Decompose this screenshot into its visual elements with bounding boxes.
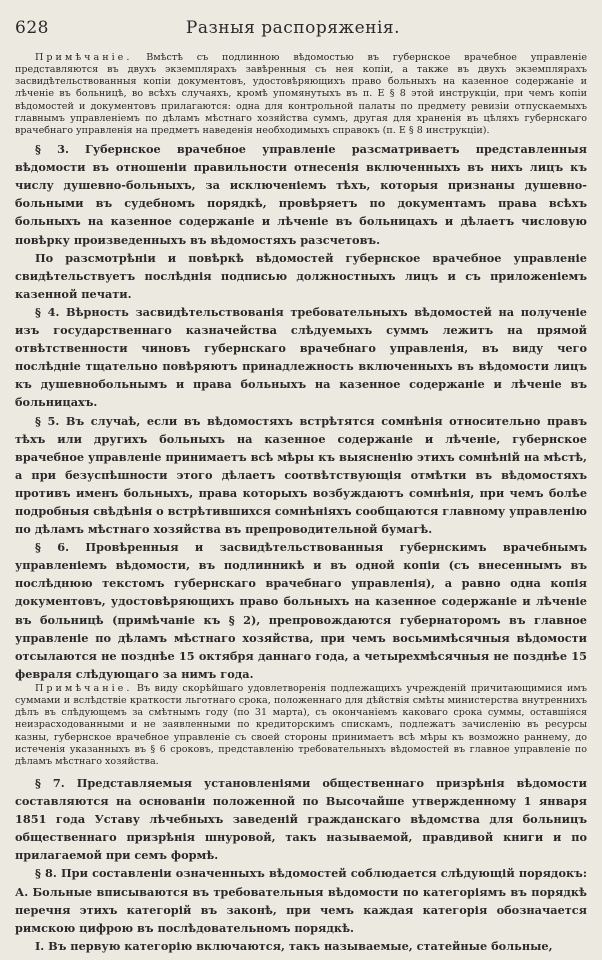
section-3-paragraph: § 3. Губернское врачебное управленіе разсматриваетъ представленныя вѣдомости въ отношеніи правильности отнесенія включенныхъ въ нихъ лицъ къ числу душевно-больныхъ, за исключеніемъ тѣхъ, которыя признаны душевно-больными въ судебномъ порядкѣ, провѣряетъ по документамъ права всѣхъ больныхъ на казенное содержаніе и лѣченіе въ больницахъ и дѣлаетъ числовую повѣрку произведенныхъ въ вѣдомостяхъ разсчетовъ.	[15, 142, 587, 247]
note-label: Примѣчаніе.	[35, 682, 133, 694]
note-text: Въ виду скорѣйшаго удовлетворенія подлежащихъ учрежденій причитающимися имъ суммами и вслѣдствіе краткости льготнаго срока, положеннаго для дѣйствія смѣты министерства внутреннихъ дѣлъ въ слѣдующемъ за смѣтнымъ году (по 31 марта), съ окончаніемъ каковаго срока суммы, оставшіяся неизрасходованными и не заявленными по кредиторскимъ спискамъ, подлежатъ зачисленію въ ресурсы казны, губернское врачебное управленіе съ своей стороны принимаетъ всѣ мѣры къ возможно раннему, до истеченія указанныхъ въ § 6 сроковъ, представленію требовательныхъ вѣдомостей въ главное управленіе по дѣламъ мѣстнаго хозяйства.	[15, 682, 587, 767]
note-label: Примѣчаніе.	[35, 52, 133, 63]
review-paragraph: По разсмотрѣніи и повѣркѣ вѣдомостей губернское врачебное управленіе свидѣтельствуетъ послѣднія подписью должностныхъ лицъ и съ приложеніемъ казенной печати.	[15, 250, 587, 301]
section-6-paragraph: § 6. Провѣренныя и засвидѣтельствованныя губернскимъ врачебнымъ управленіемъ вѣдомости, въ подлинникѣ и въ одной копіи (съ внесеннымъ въ послѣднюю текстомъ губернскаго врачебнаго управленія), а равно одна копія документовъ, удостовѣряющихъ право больныхъ на казенное содержаніе и лѣченіе въ больницѣ (примѣчаніе къ § 2), препровождаются губернаторомъ въ главное управленіе по дѣламъ мѣстнаго хозяйства, при чемъ восьмимѣсячныя вѣдомости отсылаются не позднѣе 15 октября даннаго года, а четырехмѣсячныя не позднѣе 15 февраля слѣдующаго за нимъ года.	[15, 540, 587, 681]
note-text: Вмѣстѣ съ подлинною вѣдомостью въ губернское врачебное управленіе представляются въ двухъ экземплярахъ завѣренныя съ нея копіи, а также въ двухъ экземплярахъ засвидѣтельствованныя копіи документовъ, удостовѣряющихъ право больныхъ на казенное содержаніе и лѣченіе въ больницѣ, во всѣхъ случаяхъ, кромѣ упомянутыхъ въ п. Е § 8 этой инструкціи, при чемъ копіи вѣдомостей и документовъ прилагаются: одна для контрольной палаты по предмету ревизіи отпускаемыхъ главнымъ управленіемъ по дѣламъ мѣстнаго хозяйства суммъ, другая для храненія въ цѣляхъ губернскаго врачебнаго управленія на предметъ наведенія необходимыхъ справокъ (п. Е § 8 инструкціи).	[15, 52, 587, 136]
section-4-paragraph: § 4. Вѣрность засвидѣтельствованія требовательныхъ вѣдомостей на полученіе изъ государственнаго казначейства слѣдуемыхъ суммъ лежитъ на прямой отвѣтственности чиновъ губернскаго врачебнаго управленія, въ виду чего послѣдніе тщательно повѣряютъ принадлежность включенныхъ въ вѣдомости лицъ къ душевнобольнымъ и права больныхъ на казенное содержаніе и лѣченіе въ больницахъ.	[15, 304, 587, 410]
section-7-paragraph: § 7. Представляемыя установленіями общественнаго призрѣнія вѣдомости составляются на основаніи положенной по Высочайше утвержденному 1 января 1851 года Уставу лѣчебныхъ заведеній гражданскаго вѣдомства для больницъ общественнаго призрѣнія шнуровой, такъ называемой, правдивой книги и по прилагаемой при семъ формѣ.	[15, 776, 587, 863]
running-title: Разныя распоряженія.	[185, 18, 401, 38]
note-paragraph	[15, 52, 587, 137]
page-header	[15, 18, 587, 52]
note-paragraph	[15, 683, 587, 768]
section-8-paragraph: § 8. При составленіи означенныхъ вѣдомостей соблюдается слѣдующій порядокъ: А. Больные вписываются въ требовательныя вѣдомости по категоріямъ въ порядкѣ перечня этихъ категорій въ законѣ, при чемъ каждая категорія обозначается римскою цифрою въ послѣдовательномъ порядкѣ.	[15, 866, 587, 935]
page-number: 628	[15, 18, 49, 38]
category-1-paragraph: I. Въ первую категорію включаются, такъ называемые, статейные больные,	[35, 938, 553, 953]
section-5-paragraph: § 5. Въ случаѣ, если въ вѣдомостяхъ встрѣтятся сомнѣнія относительно правъ тѣхъ или другихъ больныхъ на казенное содержаніе и лѣченіе, губернское врачебное управленіе принимаетъ всѣ мѣры къ выясненію этихъ сомнѣній на мѣстѣ, а при безуспѣшности этого дѣлаетъ соотвѣтствующія отмѣтки въ вѣдомостяхъ противъ именъ больныхъ, права которыхъ возбуждаютъ сомнѣнія, при чемъ болѣе подробныя свѣдѣнія о встрѣтившихся сомнѣніяхъ сообщаются главному управленію по дѣламъ мѣстнаго хозяйства въ препроводительной бумагѣ.	[15, 413, 587, 537]
